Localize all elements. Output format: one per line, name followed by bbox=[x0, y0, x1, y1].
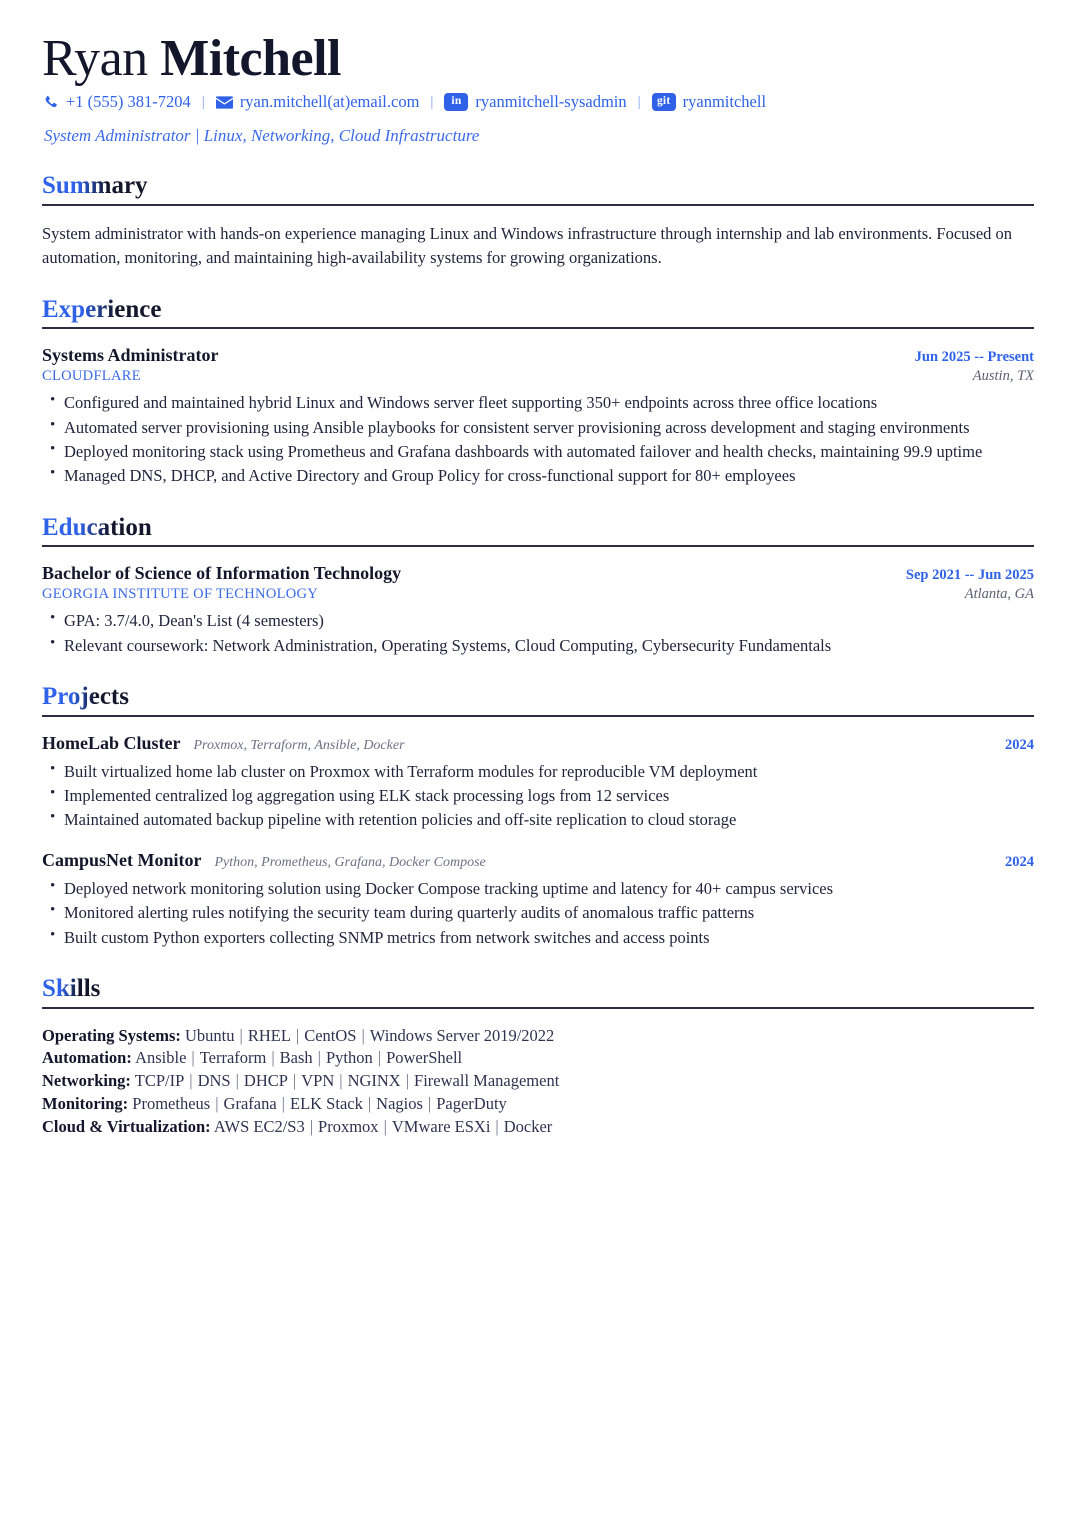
skill-item: Docker bbox=[503, 1116, 553, 1136]
section-rule bbox=[42, 545, 1034, 547]
project-name: HomeLab Cluster bbox=[42, 732, 181, 753]
skill-separator: | bbox=[495, 1116, 499, 1136]
skill-separator: | bbox=[295, 1025, 300, 1045]
contact-github-value: ryanmitchell bbox=[682, 92, 767, 112]
email-icon bbox=[216, 96, 233, 109]
contact-line bbox=[44, 92, 1034, 112]
skill-item: Nagios bbox=[376, 1093, 423, 1113]
project-header-left bbox=[42, 850, 486, 871]
resume-header bbox=[42, 30, 1034, 146]
skill-separator: | bbox=[292, 1071, 297, 1091]
entry-date: Sep 2021 -- Jun 2025 bbox=[905, 567, 1034, 584]
contact-separator: | bbox=[637, 93, 641, 110]
bullet-item: • Built virtualized home lab cluster on Proxmox with Terraform modules for reproducible VM deployment bbox=[42, 760, 1034, 783]
skill-separator: | bbox=[309, 1116, 314, 1136]
skill-group-items bbox=[185, 1026, 554, 1045]
bullet-item: • Managed DNS, DHCP, and Active Directory and Group Policy for cross-functional support for 80+ employees bbox=[42, 464, 1034, 487]
skill-separator: | bbox=[383, 1116, 387, 1136]
skill-item: TCP/IP bbox=[134, 1071, 185, 1091]
skill-group-label: Automation: bbox=[42, 1048, 132, 1068]
project-year: 2024 bbox=[1005, 736, 1034, 753]
contact-linkedin-value: ryanmitchell-sysadmin bbox=[475, 92, 627, 112]
skill-item: ELK Stack bbox=[289, 1093, 363, 1113]
section-title-summary: Summary bbox=[42, 172, 148, 200]
skill-item: DHCP bbox=[243, 1071, 288, 1091]
contact-email[interactable] bbox=[216, 92, 420, 112]
project-tech-stack: Proxmox, Terraform, Ansible, Docker bbox=[193, 737, 405, 753]
project-name: CampusNet Monitor bbox=[42, 849, 202, 870]
bullet-item: • Automated server provisioning using Ansible playbooks for consistent server provisioning across development and staging environments bbox=[42, 416, 1034, 439]
skill-group bbox=[42, 1093, 1034, 1116]
skill-separator: | bbox=[361, 1025, 365, 1045]
section-rule bbox=[42, 1007, 1034, 1009]
skill-separator: | bbox=[189, 1071, 193, 1091]
candidate-name bbox=[42, 30, 1034, 88]
skill-item: RHEL bbox=[247, 1025, 291, 1045]
entry-organization: CLOUDFLARE bbox=[42, 368, 141, 385]
entry-title: Bachelor of Science of Information Technology bbox=[42, 563, 402, 584]
skill-group bbox=[42, 1025, 1034, 1048]
section-education bbox=[42, 514, 1034, 657]
resume-entry bbox=[42, 345, 1034, 488]
project-entry bbox=[42, 850, 1034, 949]
section-rule bbox=[42, 327, 1034, 329]
skill-item: Ubuntu bbox=[185, 1025, 235, 1045]
skill-groups bbox=[42, 1025, 1034, 1139]
skill-item: NGINX bbox=[347, 1071, 401, 1091]
entry-sub-row bbox=[42, 584, 1034, 603]
section-title-skills: Skills bbox=[42, 975, 101, 1003]
skill-separator: | bbox=[281, 1093, 285, 1113]
section-title-education: Education bbox=[42, 513, 152, 541]
project-header bbox=[42, 850, 1034, 871]
entry-sub-row bbox=[42, 366, 1034, 385]
bullet-item: • Configured and maintained hybrid Linux and Windows server fleet supporting 350+ endpoints across three office locations bbox=[42, 391, 1034, 414]
section-summary bbox=[42, 172, 1034, 269]
skill-group-items bbox=[135, 1071, 560, 1090]
bullet-item: • Built custom Python exporters collecting SNMP metrics from network switches and access points bbox=[42, 926, 1034, 949]
bullet-item: • Deployed network monitoring solution using Docker Compose tracking uptime and latency for 40+ campus services bbox=[42, 877, 1034, 900]
skill-item: Ansible bbox=[135, 1048, 187, 1068]
resume-entry bbox=[42, 563, 1034, 657]
bullet-list bbox=[42, 877, 1034, 949]
skill-item: CentOS bbox=[304, 1025, 357, 1045]
skill-item: Bash bbox=[279, 1048, 313, 1068]
skill-item: AWS EC2/S3 bbox=[213, 1116, 305, 1136]
skill-separator: | bbox=[367, 1093, 372, 1113]
phone-icon bbox=[44, 95, 59, 110]
skill-item: Firewall Management bbox=[414, 1071, 560, 1091]
summary-text: System administrator with hands-on experience managing Linux and Windows infrastructure through internship and lab environments. Focused on automation, monitoring, and maintaining high-availability systems for growing organizations. bbox=[42, 223, 1013, 267]
section-projects bbox=[42, 683, 1034, 949]
skill-separator: | bbox=[405, 1071, 410, 1091]
skill-group-label: Monitoring: bbox=[42, 1093, 129, 1113]
section-rule bbox=[42, 204, 1034, 206]
skill-item: Terraform bbox=[199, 1048, 267, 1068]
skill-separator: | bbox=[427, 1093, 432, 1113]
skill-item: VMware ESXi bbox=[391, 1116, 491, 1136]
skill-item: Python bbox=[325, 1048, 373, 1068]
skill-group bbox=[42, 1070, 1034, 1093]
project-tech-stack: Python, Prometheus, Grafana, Docker Compose bbox=[214, 854, 486, 870]
skill-group bbox=[42, 1047, 1034, 1070]
entry-date: Jun 2025 -- Present bbox=[914, 349, 1034, 366]
skill-group-label: Networking: bbox=[42, 1071, 131, 1091]
entry-location: Atlanta, GA bbox=[964, 586, 1034, 603]
education-entries bbox=[42, 563, 1034, 657]
skill-item: DNS bbox=[197, 1071, 231, 1091]
professional-tagline: System Administrator | Linux, Networking, Cloud Infrastructure bbox=[44, 126, 480, 146]
last-name: Mitchell bbox=[160, 30, 342, 87]
contact-phone[interactable] bbox=[44, 92, 191, 112]
contact-separator: | bbox=[430, 93, 434, 110]
skill-separator: | bbox=[215, 1093, 219, 1113]
skill-item: Proxmox bbox=[318, 1116, 379, 1136]
entry-title: Systems Administrator bbox=[42, 345, 219, 366]
skill-separator: | bbox=[317, 1048, 321, 1068]
project-entries bbox=[42, 733, 1034, 950]
bullet-item: • Deployed monitoring stack using Prometheus and Grafana dashboards with automated failover and health checks, maintaining 99.9 uptime bbox=[42, 440, 1034, 463]
skill-separator: | bbox=[235, 1071, 239, 1091]
project-header bbox=[42, 733, 1034, 754]
skill-item: Grafana bbox=[223, 1093, 277, 1113]
linkedin-icon: in bbox=[444, 93, 468, 112]
contact-separator: | bbox=[201, 93, 205, 110]
bullet-item: • Relevant coursework: Network Administration, Operating Systems, Cloud Computing, Cybersecurity Fundamentals bbox=[42, 634, 1034, 657]
project-entry bbox=[42, 733, 1034, 832]
section-experience bbox=[42, 296, 1034, 488]
contact-linkedin[interactable] bbox=[444, 92, 626, 112]
skill-separator: | bbox=[339, 1071, 343, 1091]
github-icon: git bbox=[652, 93, 676, 112]
skill-group-label: Cloud & Virtualization: bbox=[42, 1116, 211, 1136]
bullet-item: • Monitored alerting rules notifying the security team during quarterly audits of anomalous traffic patterns bbox=[42, 901, 1034, 924]
skill-group-label: Operating Systems: bbox=[42, 1025, 181, 1045]
entry-title-row bbox=[42, 345, 1034, 366]
entry-title-row bbox=[42, 563, 1034, 584]
bullet-item: • GPA: 3.7/4.0, Dean's List (4 semesters) bbox=[42, 609, 1034, 632]
skill-separator: | bbox=[271, 1048, 275, 1068]
project-header-left bbox=[42, 733, 405, 754]
skill-item: VPN bbox=[301, 1071, 335, 1091]
skill-separator: | bbox=[377, 1048, 382, 1068]
section-rule bbox=[42, 715, 1034, 717]
bullet-item: • Maintained automated backup pipeline with retention policies and off-site replication to cloud storage bbox=[42, 808, 1034, 831]
experience-entries bbox=[42, 345, 1034, 488]
section-title-experience: Experience bbox=[42, 295, 162, 323]
contact-email-value: ryan.mitchell(at)email.com bbox=[239, 92, 420, 112]
skill-group-items bbox=[214, 1117, 552, 1136]
bullet-list bbox=[42, 609, 1034, 657]
bullet-list bbox=[42, 760, 1034, 832]
contact-phone-value: +1 (555) 381-7204 bbox=[66, 92, 191, 112]
skill-item: PowerShell bbox=[386, 1048, 463, 1068]
skill-separator: | bbox=[239, 1025, 243, 1045]
section-skills bbox=[42, 975, 1034, 1138]
skill-item: Prometheus bbox=[132, 1093, 211, 1113]
bullet-list bbox=[42, 391, 1034, 488]
entry-organization: GEORGIA INSTITUTE OF TECHNOLOGY bbox=[42, 586, 319, 603]
section-title-projects: Projects bbox=[42, 683, 129, 711]
entry-location: Austin, TX bbox=[972, 368, 1034, 385]
bullet-item: • Implemented centralized log aggregation using ELK stack processing logs from 12 services bbox=[42, 784, 1034, 807]
first-name: Ryan bbox=[42, 30, 148, 87]
skill-group-items bbox=[132, 1094, 507, 1113]
project-year: 2024 bbox=[1005, 853, 1034, 870]
skill-group bbox=[42, 1116, 1034, 1139]
skill-separator: | bbox=[191, 1048, 195, 1068]
skill-item: Windows Server 2019/2022 bbox=[369, 1025, 555, 1045]
skill-group-items bbox=[135, 1048, 462, 1067]
skill-item: PagerDuty bbox=[436, 1093, 507, 1113]
contact-github[interactable] bbox=[652, 92, 766, 112]
